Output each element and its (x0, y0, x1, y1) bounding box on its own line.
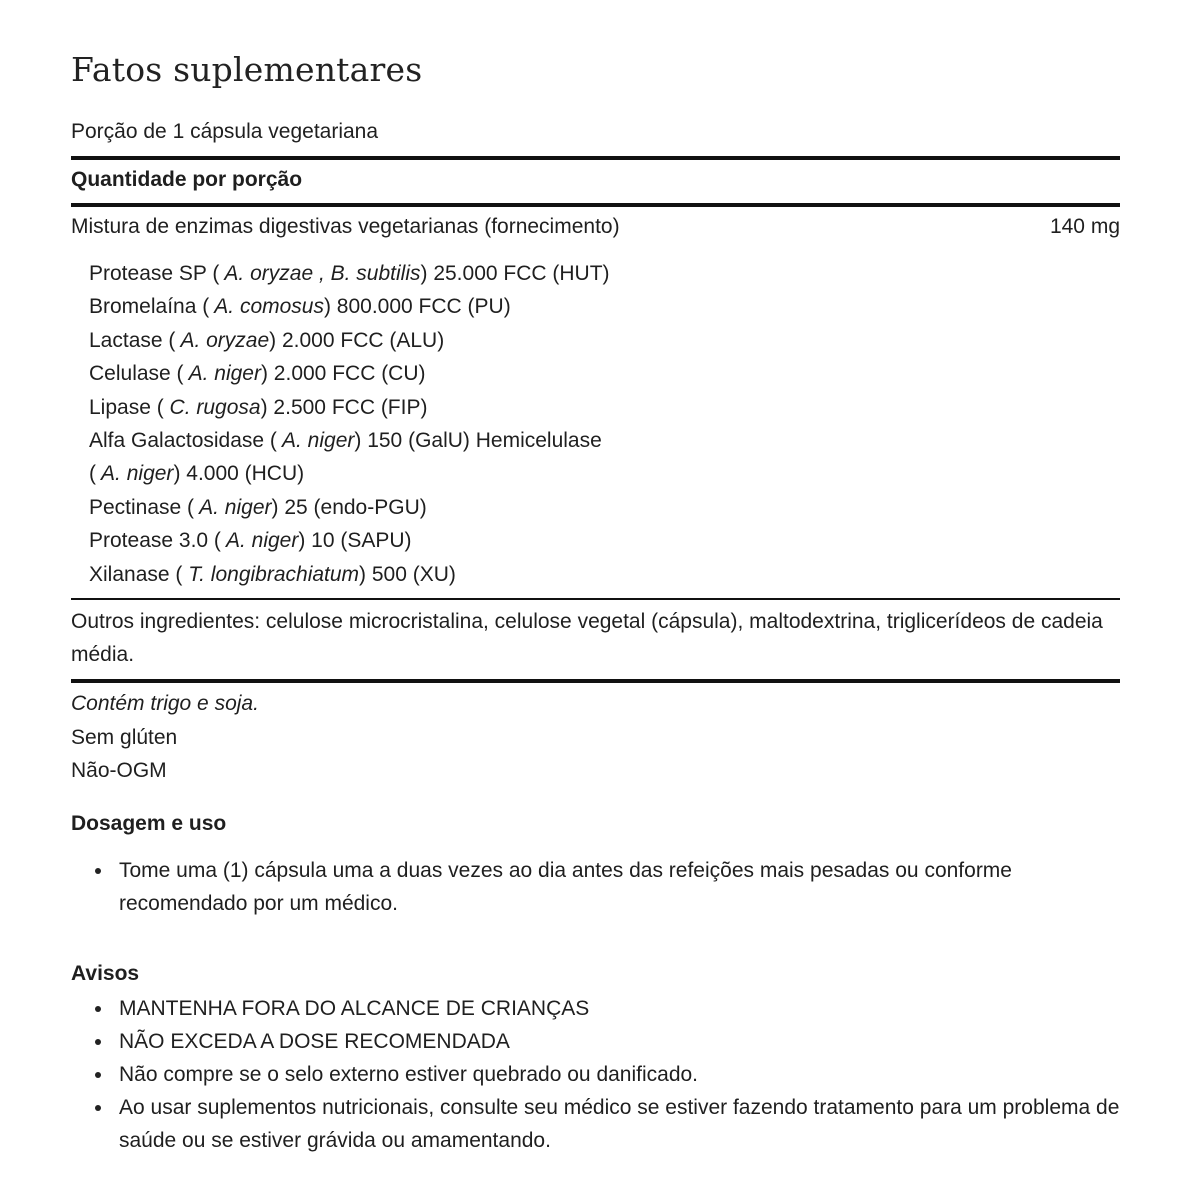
page-title: Fatos suplementares (71, 50, 423, 89)
ingredient-row (89, 295, 511, 319)
bullet-icon (95, 1072, 101, 1078)
ingredient-source: A. niger (96, 462, 174, 486)
ingredient-row (89, 563, 456, 587)
warnings-heading: Avisos (71, 962, 140, 985)
ingredient-name: Celulase ( (89, 362, 184, 386)
other-ingredients: Outros ingredientes: celulose microcristalina, celulose vegetal (cápsula), maltodextrina, triglicerídeos de cadeia média. (71, 610, 1103, 666)
ingredient-amount: ) 2.000 FCC (ALU) (269, 328, 445, 352)
list-item-text: Não compre se o selo externo estiver quebrado ou danificado. (119, 1063, 699, 1086)
ingredient-amount: ) 25 (endo-PGU) (271, 495, 427, 519)
ingredient-source: A. comosus (209, 295, 324, 319)
ingredient-source: A. niger (220, 529, 299, 553)
ingredient-amount: ) 2.000 FCC (CU) (260, 362, 426, 386)
ingredient-row (89, 329, 444, 353)
list-item (71, 1025, 1120, 1058)
list-item (71, 854, 1120, 920)
ingredient-row (89, 262, 610, 286)
ingredient-amount: ) 10 (SAPU) (298, 529, 412, 553)
bullet-icon (95, 868, 101, 874)
ingredient-source: A. niger (276, 429, 355, 452)
divider (71, 203, 1120, 207)
ingredient-name: Xilanase ( (89, 562, 183, 586)
divider (71, 156, 1120, 160)
divider (71, 598, 1120, 600)
amount-header: Quantidade por porção (71, 168, 303, 191)
serving-size: Porção de 1 cápsula vegetariana (71, 120, 379, 143)
ingredient-name: Alfa Galactosidase ( (89, 429, 277, 452)
ingredient-name: Pectinase ( (89, 495, 195, 519)
ingredient-amount: ) 25.000 FCC (HUT) (420, 262, 610, 285)
ingredient-name: Protease SP ( (89, 262, 220, 285)
ingredient-source: T. longibrachiatum (182, 562, 360, 586)
bullet-icon (95, 1006, 101, 1012)
ingredient-name: ( (89, 462, 96, 486)
ingredient-row (89, 362, 426, 386)
bullet-icon (95, 1039, 101, 1045)
allergen-statement: Contém trigo e soja. (71, 692, 259, 715)
ingredient-amount: ) 4.000 (HCU) (173, 462, 305, 486)
ingredient-row (89, 529, 412, 553)
list-item (71, 1091, 1120, 1157)
ingredient-source: A. niger (183, 362, 261, 386)
list-item (71, 992, 1120, 1025)
ingredient-source: A. niger (194, 495, 272, 519)
ingredient-row (89, 396, 427, 420)
ingredient-source: C. rugosa (163, 395, 261, 419)
ingredient-source: A. oryzae (175, 328, 270, 352)
list-item (71, 1058, 1120, 1091)
gmo-statement: Não-OGM (71, 759, 167, 782)
ingredient-amount: ) 800.000 FCC (PU) (323, 295, 511, 319)
ingredient-amount: ) 500 (XU) (359, 562, 456, 586)
warnings-list (71, 992, 1120, 1157)
ingredient-row (89, 462, 304, 486)
ingredient-source: A. oryzae , B. subtilis (219, 262, 421, 285)
blend-amount: 140 mg (1049, 215, 1120, 238)
divider (71, 679, 1120, 683)
dosage-list (71, 854, 1120, 920)
list-item-text: Ao usar suplementos nutricionais, consulte seu médico se estiver fazendo tratamento para um problema de saúde ou se estiver grávida ou amamentando. (119, 1096, 1120, 1152)
dosage-heading: Dosagem e uso (71, 812, 227, 835)
ingredient-amount: ) 150 (GalU) Hemicelulase (354, 429, 602, 452)
ingredient-name: Lactase ( (89, 328, 176, 352)
list-item-text: MANTENHA FORA DO ALCANCE DE CRIANÇAS (119, 997, 590, 1020)
blend-name: Mistura de enzimas digestivas vegetarianas (fornecimento) (71, 215, 620, 238)
list-item-text: Tome uma (1) cápsula uma a duas vezes ao dia antes das refeições mais pesadas ou conforme recomendado por um médico. (119, 859, 1012, 915)
ingredient-row (89, 496, 427, 520)
ingredient-name: Protease 3.0 ( (89, 529, 221, 553)
ingredient-amount: ) 2.500 FCC (FIP) (260, 395, 428, 419)
list-item-text: NÃO EXCEDA A DOSE RECOMENDADA (119, 1030, 510, 1053)
bullet-icon (95, 1105, 101, 1111)
ingredient-row (89, 429, 602, 453)
blend-row (71, 215, 1120, 239)
gluten-statement: Sem glúten (71, 726, 178, 749)
ingredient-name: Lipase ( (89, 395, 164, 419)
ingredient-name: Bromelaína ( (89, 295, 210, 319)
